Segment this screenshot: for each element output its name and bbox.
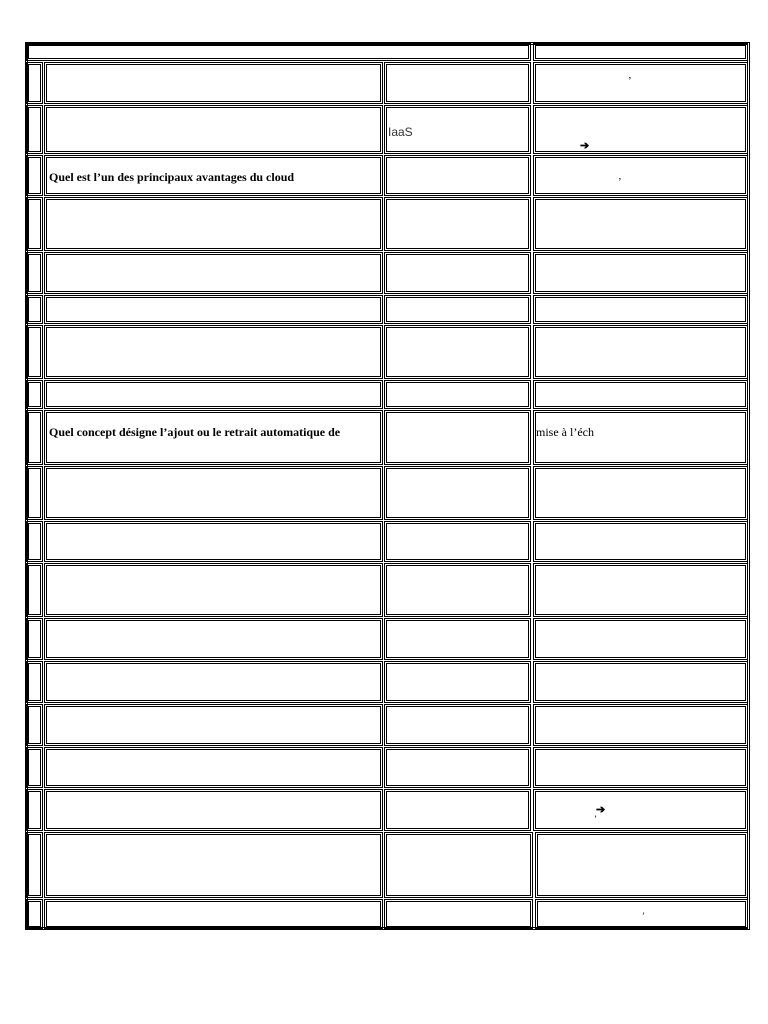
question-cell <box>44 521 383 562</box>
row-number-cell <box>26 832 43 898</box>
row-number-cell <box>26 899 43 929</box>
header-cell-left <box>26 43 531 61</box>
answer-b-cell <box>384 899 533 929</box>
answer-b-cell <box>384 295 531 324</box>
row-number-cell <box>26 521 43 562</box>
row-number-cell <box>26 563 43 617</box>
answer-b-cell <box>384 105 531 154</box>
answer-b-cell <box>384 704 531 746</box>
answer-b-cell <box>384 252 531 294</box>
answer-c-cell <box>533 466 748 520</box>
answer-c-cell <box>535 832 748 898</box>
answer-b-cell <box>384 380 531 409</box>
row-number-cell <box>26 252 43 294</box>
answer-b-cell <box>384 466 531 520</box>
arrow-right-icon: ➔ <box>580 140 590 152</box>
answer-c-cell <box>533 521 748 562</box>
answer-b-cell <box>384 789 531 831</box>
answer-b-cell <box>384 62 531 104</box>
question-cell <box>44 410 383 465</box>
answer-b-cell <box>384 325 531 379</box>
question-cell <box>44 704 383 746</box>
answer-c-cell <box>533 661 748 703</box>
arrow-right-icon: ➔ <box>596 804 606 816</box>
answer-b-cell <box>384 618 531 660</box>
apostrophe-mark: ’ <box>642 911 645 921</box>
question-cell <box>44 563 383 617</box>
row-number-cell <box>26 704 43 746</box>
apostrophe-mark: ’ <box>594 814 597 824</box>
row-number-cell <box>26 325 43 379</box>
row-number-cell <box>26 747 43 788</box>
question-cell <box>44 295 383 324</box>
answer-c-cell <box>535 899 748 929</box>
question-cell <box>44 832 383 898</box>
answer-b-cell <box>384 832 533 898</box>
question-cell <box>44 252 383 294</box>
question-cell <box>44 899 383 929</box>
answer-b-cell <box>384 747 531 788</box>
answer-b-cell <box>384 661 531 703</box>
question-cell <box>44 466 383 520</box>
apostrophe-mark: ’ <box>628 75 632 87</box>
row-number-cell <box>26 661 43 703</box>
answer-c-cell <box>533 62 748 104</box>
row-number-cell <box>26 789 43 831</box>
row-number-cell <box>26 380 43 409</box>
row-number-cell <box>26 62 43 104</box>
answer-c-cell <box>533 105 748 154</box>
answer-b-cell <box>384 197 531 251</box>
row-number-cell <box>26 295 43 324</box>
question-cell <box>44 325 383 379</box>
question-cell <box>44 105 383 154</box>
question-text: Quel concept désigne l’ajout ou le retrait automatique de <box>49 425 341 439</box>
row-number-cell <box>26 155 43 196</box>
question-cell <box>44 197 383 251</box>
answer-c-cell <box>533 252 748 294</box>
question-cell <box>44 747 383 788</box>
answer-text: mise à l’éch <box>536 425 594 439</box>
row-number-cell <box>26 466 43 520</box>
answer-text: IaaS <box>388 125 413 139</box>
answer-b-cell <box>384 155 531 196</box>
answer-c-cell <box>533 197 748 251</box>
question-cell <box>44 661 383 703</box>
row-number-cell <box>26 105 43 154</box>
answer-c-cell <box>533 410 748 465</box>
answer-c-cell <box>533 325 748 379</box>
row-number-cell <box>26 410 43 465</box>
answer-c-cell <box>533 295 748 324</box>
question-cell <box>44 380 383 409</box>
answer-c-cell <box>533 704 748 746</box>
question-text: Quel est l’un des principaux avantages du cloud <box>49 170 295 184</box>
apostrophe-mark: ’ <box>618 176 622 188</box>
answer-c-cell <box>533 380 748 409</box>
answer-c-cell <box>533 563 748 617</box>
answer-c-cell <box>533 789 748 831</box>
answer-b-cell <box>384 563 531 617</box>
answer-c-cell <box>533 747 748 788</box>
answer-c-cell <box>533 618 748 660</box>
header-cell-right <box>533 43 748 61</box>
row-number-cell <box>26 618 43 660</box>
question-cell <box>44 155 383 196</box>
answer-c-cell <box>533 155 748 196</box>
answer-b-cell <box>384 410 531 465</box>
question-cell <box>44 618 383 660</box>
answer-b-cell <box>384 521 531 562</box>
question-cell <box>44 62 383 104</box>
row-number-cell <box>26 197 43 251</box>
question-cell <box>44 789 383 831</box>
